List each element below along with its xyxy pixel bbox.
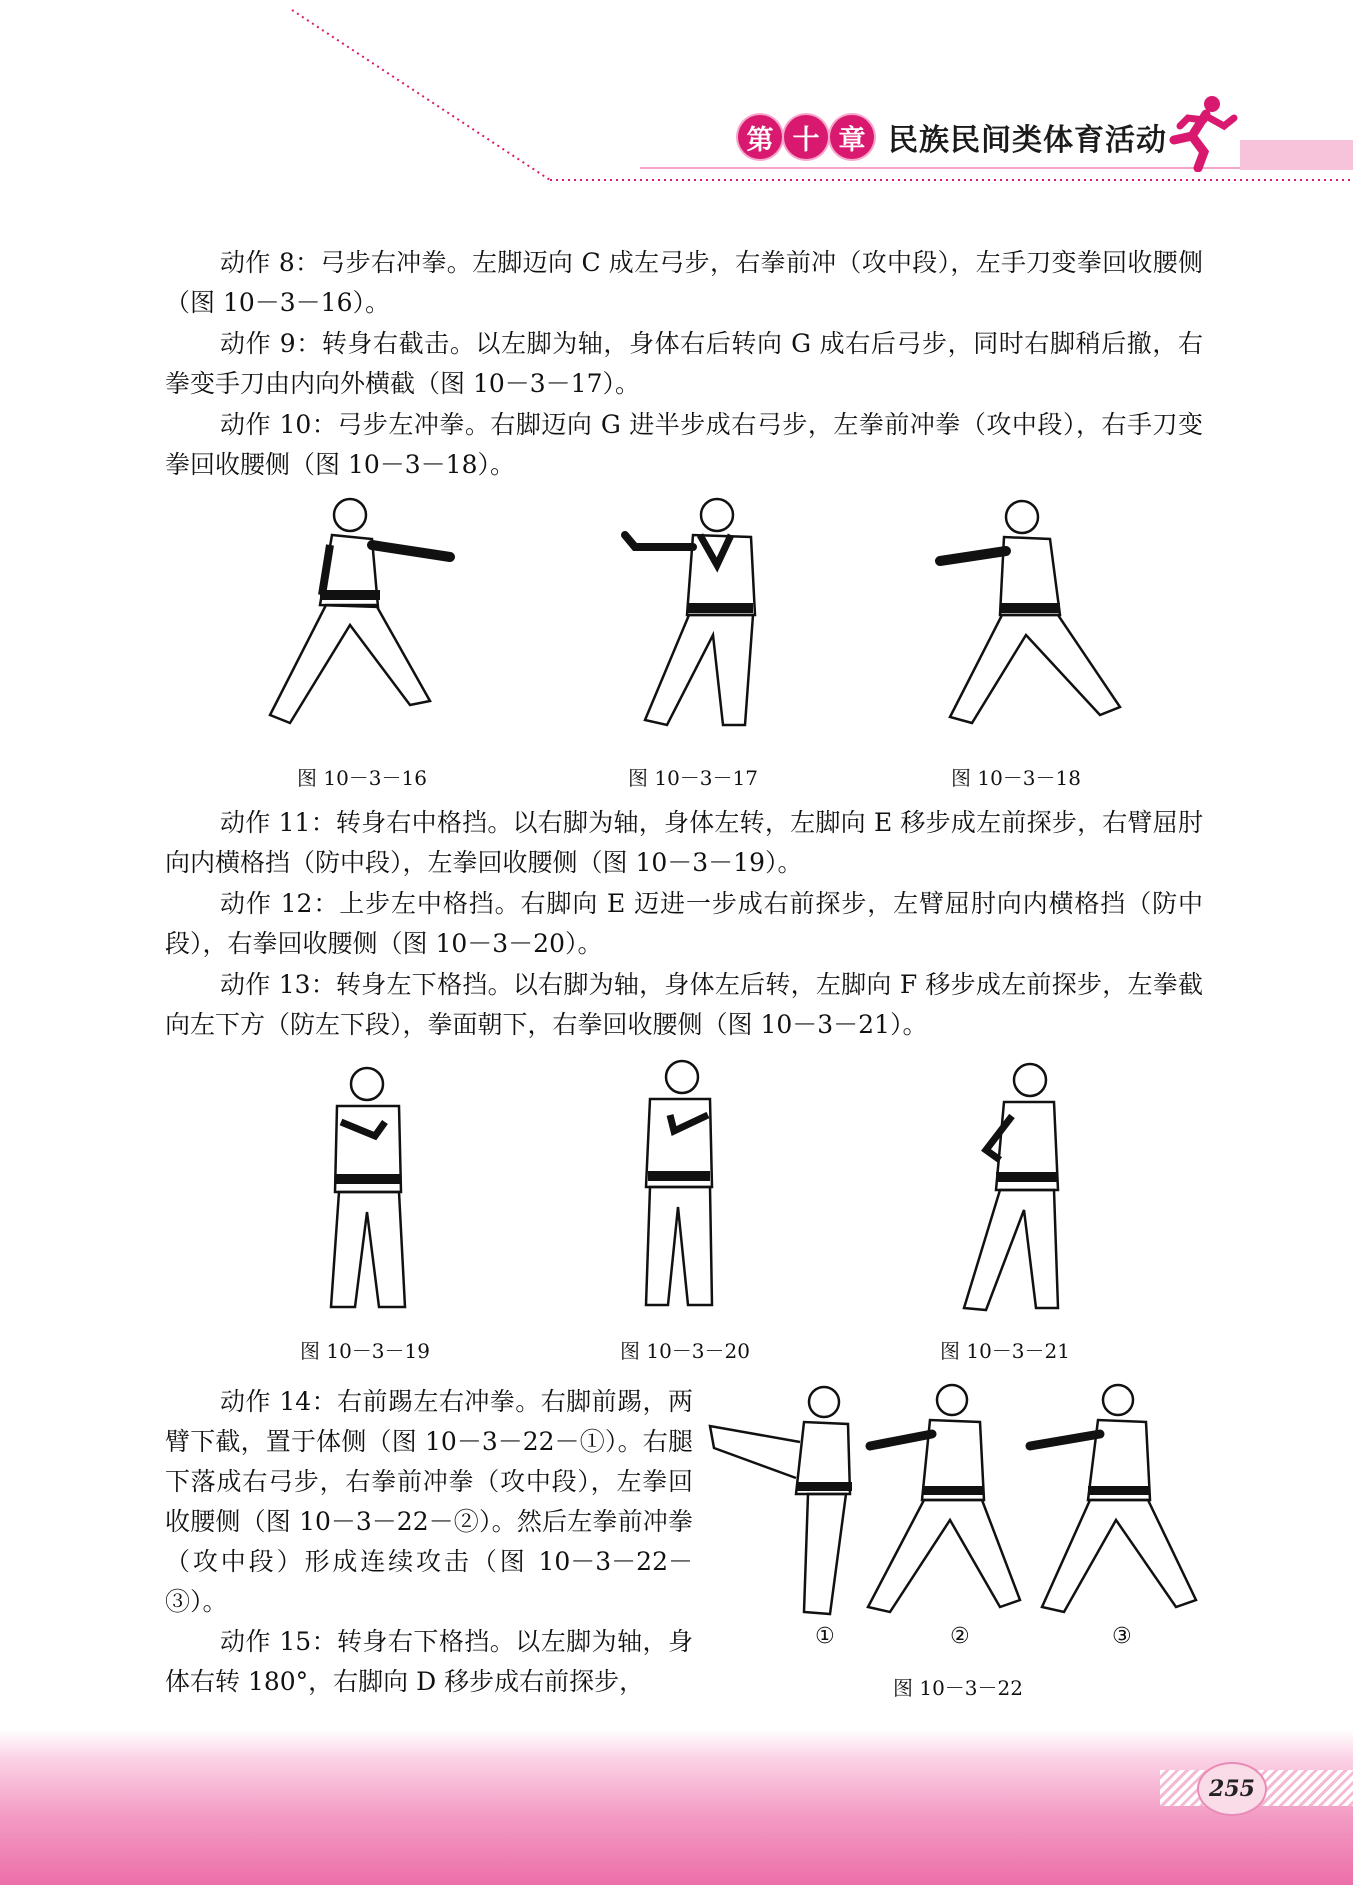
paragraph-action-10: 动作 10：弓步左冲拳。右脚迈向 G 进半步成右弓步，左拳前冲拳（攻中段），右手刀变拳回收腰侧（图 10－3－18）。 [165, 410, 1203, 479]
page-number: 255 [1197, 1762, 1267, 1816]
page-footer-band [0, 1730, 1353, 1885]
paragraph-action-9: 动作 9：转身右截击。以左脚为轴，身体右后转向 G 成右后弓步，同时右脚稍后撤，右拳变手刀由内向外横截（图 10－3－17）。 [165, 329, 1203, 398]
caption-10-3-21: 图 10－3－21 [940, 1339, 1070, 1363]
caption-10-3-19: 图 10－3－19 [300, 1339, 430, 1363]
paragraph-action-13: 动作 13：转身左下格挡。以右脚为轴，身体左后转，左脚向 F 移步成左前探步，左拳截向左下方（防左下段），拳面朝下，右拳回收腰侧（图 10－3－21）。 [165, 970, 1203, 1039]
chapter-char-3: 章 [830, 115, 874, 159]
caption-10-3-16: 图 10－3－16 [297, 766, 427, 790]
chapter-heading [738, 115, 1167, 159]
caption-10-3-17: 图 10－3－17 [628, 766, 758, 790]
sub-label-2: ② [950, 1624, 970, 1649]
figure-10-3-21 [950, 1060, 1070, 1312]
chapter-title: 民族民间类体育活动 [888, 123, 1167, 158]
figure-10-3-16 [260, 495, 460, 735]
figure-10-3-18 [930, 495, 1130, 735]
figure-10-3-22 [700, 1382, 1210, 1622]
figure-10-3-17 [605, 495, 805, 735]
chapter-char-2: 十 [784, 115, 828, 159]
caption-10-3-20: 图 10－3－20 [620, 1339, 750, 1363]
paragraph-action-8: 动作 8：弓步右冲拳。左脚迈向 C 成左弓步，右拳前冲（攻中段），左手刀变拳回收腰侧（图 10－3－16）。 [165, 248, 1203, 317]
paragraph-action-14: 动作 14：右前踢左右冲拳。右脚前踢，两臂下截，置于体侧（图 10－3－22－①）。右腿下落成右弓步，右拳前冲拳（攻中段），左拳回收腰侧（图 10－3－22－②）。然后左拳前冲拳（攻中段）形成连续攻击（图 10－3－22－③）。 [165, 1387, 693, 1616]
paragraph-action-11: 动作 11：转身右中格挡。以右脚为轴，身体左转，左脚向 E 移步成左前探步，右臂屈肘向内横格挡（防中段），左拳回收腰侧（图 10－3－19）。 [165, 808, 1203, 877]
caption-10-3-22: 图 10－3－22 [893, 1676, 1023, 1700]
figure-10-3-20 [620, 1055, 730, 1313]
sub-label-1: ① [815, 1624, 835, 1649]
chapter-char-1: 第 [738, 115, 782, 159]
sub-label-3: ③ [1112, 1624, 1132, 1649]
runner-icon [1160, 92, 1240, 172]
figure-10-3-19 [315, 1062, 425, 1312]
paragraph-action-12: 动作 12：上步左中格挡。右脚向 E 迈进一步成右前探步，左臂屈肘向内横格挡（防中段），右拳回收腰侧（图 10－3－20）。 [165, 889, 1203, 958]
caption-10-3-18: 图 10－3－18 [951, 766, 1081, 790]
paragraph-action-15: 动作 15：转身右下格挡。以左脚为轴，身体右转 180°，右脚向 D 移步成右前探步， [165, 1627, 693, 1696]
header-decoration [0, 0, 1353, 190]
